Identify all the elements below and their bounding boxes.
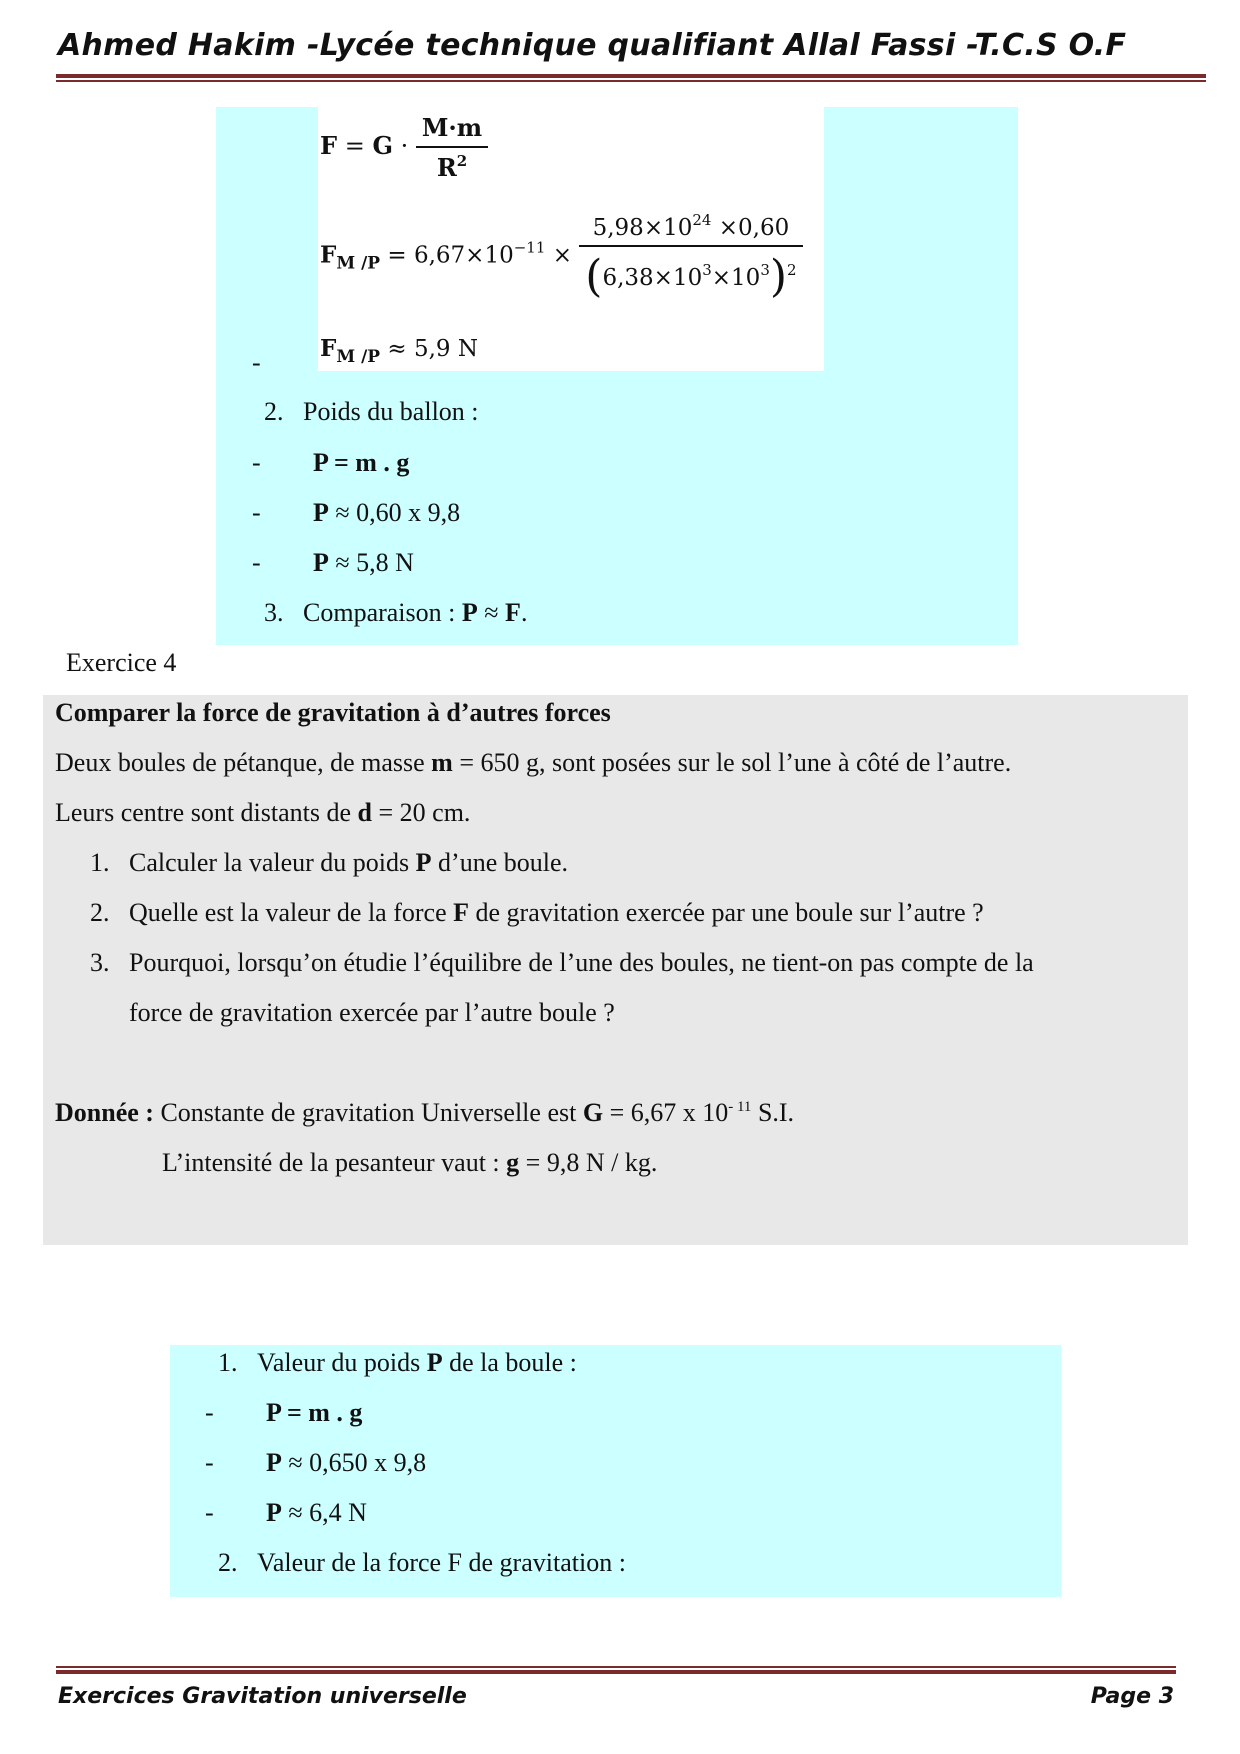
solution2-item-1 <box>218 1348 577 1378</box>
list-dash: - <box>252 548 261 577</box>
item-text: Valeur du poids <box>257 1348 421 1377</box>
question-3-cont <box>129 998 615 1028</box>
exercise-title-text: Comparer la force de gravitation à d’autres forces <box>55 698 611 727</box>
question-text: Calculer la valeur du poids <box>129 848 410 877</box>
exponent-3a: 3 <box>702 261 712 279</box>
weight-result <box>313 548 414 578</box>
list-dash: - <box>205 1498 214 1527</box>
weight-calc-value: ≈ 0,650 x 9,8 <box>288 1448 427 1477</box>
gravitation-force-result: ≈ 5,9 N <box>387 336 478 362</box>
symbol-P: P <box>415 848 432 877</box>
weight-formula-text: P = m . g <box>313 448 410 477</box>
question-text: de gravitation exercée par une boule sur l’autre ? <box>475 898 984 927</box>
item-number: 1. <box>218 1348 238 1377</box>
item-label: Poids du ballon : <box>303 397 479 426</box>
data-value: = 9,8 N / kg. <box>525 1148 658 1177</box>
weight-result-value: ≈ 5,8 N <box>335 548 414 577</box>
intro-text: Deux boules de pétanque, de masse <box>55 748 425 777</box>
denominator-radius: 6,38×10 <box>602 265 703 291</box>
item-number: 2. <box>264 397 284 426</box>
symbol-P: P <box>313 548 329 577</box>
intro-text: Leurs centre sont distants de <box>55 798 352 827</box>
data-label: Donnée : <box>55 1098 154 1127</box>
footer-rule-thick <box>56 1670 1176 1674</box>
exercise-intro-1 <box>55 748 1011 778</box>
data-gravity-g <box>162 1148 657 1178</box>
weight-result-value: ≈ 6,4 N <box>288 1498 367 1527</box>
exponent-minus-11: −11 <box>513 238 546 257</box>
weight-formula-text: P = m . g <box>266 1398 363 1427</box>
question-number: 2. <box>90 898 110 927</box>
symbol-P: P <box>313 498 329 527</box>
footer-document-title: Exercices Gravitation universelle <box>58 1684 467 1709</box>
symbol-F-MP-result: F <box>320 335 337 362</box>
symbol-P: P <box>266 1448 282 1477</box>
formula-panel <box>318 107 824 371</box>
symbol-dot: · <box>400 132 409 160</box>
exponent-squared: 2 <box>787 261 797 279</box>
question-text: force de gravitation exercée par l’autre boule ? <box>129 998 615 1027</box>
symbol-G: G <box>582 1098 604 1127</box>
weight-result-2 <box>266 1498 367 1528</box>
page-header-title: Ahmed Hakim -Lycée technique qualifiant Allal Fassi -T.C.S O.F <box>58 28 1127 63</box>
formula-general <box>320 113 488 182</box>
weight-formula <box>313 448 409 478</box>
list-dash: - <box>252 348 261 377</box>
symbol-F-MP: F <box>320 241 337 269</box>
subscript-MP-result: M /P <box>336 347 381 367</box>
symbol-equals: = <box>344 132 365 160</box>
symbol-P: P <box>461 598 478 627</box>
fraction-denominator-distance: $(6,38\times 10^3\times 10^3)^2$ <box>585 251 797 302</box>
formula-numeric <box>320 211 803 302</box>
symbol-F: F <box>320 131 338 160</box>
weight-formula-2 <box>266 1398 362 1428</box>
exercise-intro-2 <box>55 798 470 828</box>
symbol-m: m <box>431 748 453 777</box>
exercise-title <box>55 698 611 728</box>
symbol-F: F <box>505 598 521 627</box>
symbol-P: P <box>266 1498 282 1527</box>
fraction-numerator-masses <box>579 211 802 247</box>
exponent-24: 24 <box>692 211 712 229</box>
intro-text: = 20 cm. <box>378 798 471 827</box>
list-dash: - <box>205 1398 214 1427</box>
exponent-3b: 3 <box>760 261 770 279</box>
numerator-mass-earth: 5,98×10 <box>592 215 693 241</box>
numerator-mass-ball: ×0,60 <box>718 215 790 241</box>
header-rule-thin <box>56 80 1206 82</box>
item-number: 2. <box>218 1548 238 1577</box>
exponent-minus-11: - 11 <box>728 1099 752 1115</box>
symbol-g: g <box>506 1148 520 1177</box>
question-number: 1. <box>90 848 110 877</box>
data-text: L’intensité de la pesanteur vaut : <box>162 1148 500 1177</box>
exercise-label: Exercice 4 <box>66 648 177 677</box>
question-3 <box>90 948 1034 978</box>
question-text: Pourquoi, lorsqu’on étudie l’équilibre de l’une des boules, ne tient-on pas compte de la <box>129 948 1034 977</box>
data-unit: S.I. <box>757 1098 795 1127</box>
list-dash: - <box>252 448 261 477</box>
symbol-P: P <box>426 1348 443 1377</box>
solution1-item-3 <box>264 598 527 628</box>
weight-calc <box>313 498 460 528</box>
solution2-item-2 <box>218 1548 626 1578</box>
symbol-F: F <box>453 898 470 927</box>
list-dash: - <box>205 1448 214 1477</box>
denominator-km-factor: ×10 <box>711 265 761 291</box>
question-1 <box>90 848 568 878</box>
calc-constant: = 6,67×10 <box>387 242 514 269</box>
exponent-2: 2 <box>456 152 468 170</box>
question-2 <box>90 898 984 928</box>
question-number: 3. <box>90 948 110 977</box>
symbol-G: G <box>372 131 393 160</box>
data-constant-G <box>55 1098 794 1128</box>
symbol-approx: ≈ <box>484 598 499 627</box>
footer-page-number: Page 3 <box>1090 1684 1174 1709</box>
data-text: Constante de gravitation Universelle est <box>160 1098 577 1127</box>
weight-calc-2 <box>266 1448 426 1478</box>
weight-calc-value: ≈ 0,60 x 9,8 <box>335 498 461 527</box>
solution1-item-2 <box>264 397 479 427</box>
fraction-numerator-Mm: M·m <box>416 113 488 148</box>
item-number: 3. <box>264 598 284 627</box>
symbol-times: × <box>552 242 572 269</box>
formula-result <box>320 335 478 367</box>
list-dash: - <box>252 498 261 527</box>
item-text: Valeur de la force F de gravitation : <box>257 1548 626 1577</box>
footer-rule-thin <box>56 1666 1176 1668</box>
item-text: de la boule : <box>449 1348 577 1377</box>
period: . <box>520 598 528 627</box>
fraction-denominator-R2 <box>416 148 488 182</box>
data-value: = 6,67 x 10 <box>609 1098 729 1127</box>
symbol-d: d <box>357 798 372 827</box>
question-text: d’une boule. <box>438 848 568 877</box>
intro-text: = 650 g, sont posées sur le sol l’une à côté de l’autre. <box>459 748 1012 777</box>
subscript-MP: M /P <box>336 253 381 274</box>
symbol-R: R <box>436 153 457 182</box>
item-label: Comparaison : <box>303 598 456 627</box>
header-rule-thick <box>56 74 1206 78</box>
question-text: Quelle est la valeur de la force <box>129 898 447 927</box>
